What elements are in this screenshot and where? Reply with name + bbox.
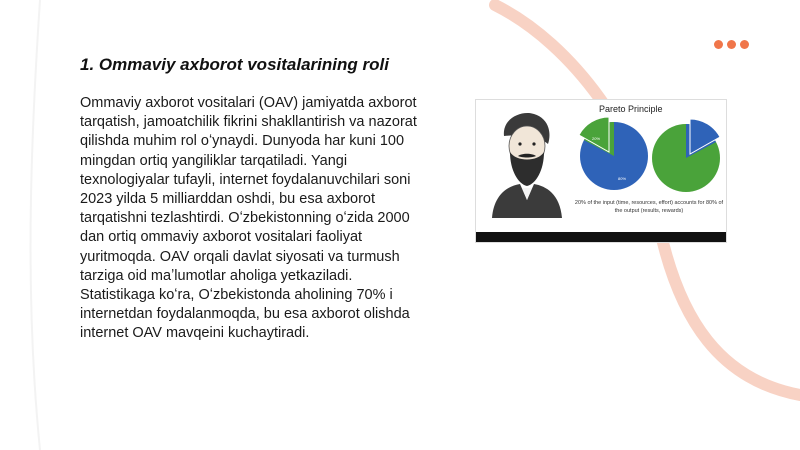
dot-icon bbox=[740, 40, 749, 49]
slide-title: 1. Ommaviy axborot vositalarining roli bbox=[80, 55, 389, 74]
pareto-pie-charts bbox=[576, 114, 726, 198]
left-edge-arc bbox=[31, 0, 40, 450]
pareto-caption: 20% of the input (time, resources, effort) accounts for 80% of the output (results, rewards) bbox=[574, 200, 724, 214]
pareto-heading: Pareto Principle bbox=[599, 104, 663, 114]
image-footer-bar bbox=[476, 232, 726, 242]
slide-body-text: Ommaviy axborot vositalari (OAV) jamiyatda axborot tarqatish, jamoatchilik fikrini shakllantirish va nazorat qilishda muhim rol oʻynaydi. Dunyoda har kuni 100 mingdan ortiq yangiliklar tarqatiladi. Yangi texnologiyalar tufayli, internet foydalanuvchilari soni 2023 yilda 5 milliarddan oshdi, bu esa axborot tarqatishni tezlashtirdi. Oʻzbekistonning oʻzida 2000 dan ortiq ommaviy axborot vositalari faoliyat yuritmoqda. OAV orqali davlat siyosati va turmush tarziga oid maʼlumotlar aholiga yetkaziladi. Statistikaga koʻra, Oʻzbekistonda aholining 70% i internetdan foydalanmoqda, bu esa axborot olishda internet OAV mavqeini kuchaytiradi. bbox=[80, 95, 417, 342]
pie-large-label: 80% bbox=[618, 176, 627, 181]
portrait-illustration bbox=[482, 108, 570, 218]
dot-icon bbox=[714, 40, 723, 49]
dots-decoration bbox=[714, 40, 749, 49]
dot-icon bbox=[727, 40, 736, 49]
pareto-image bbox=[475, 99, 727, 243]
pie-left bbox=[579, 117, 648, 190]
pie-right bbox=[652, 119, 720, 192]
pie-small-label: 20% bbox=[592, 136, 601, 141]
